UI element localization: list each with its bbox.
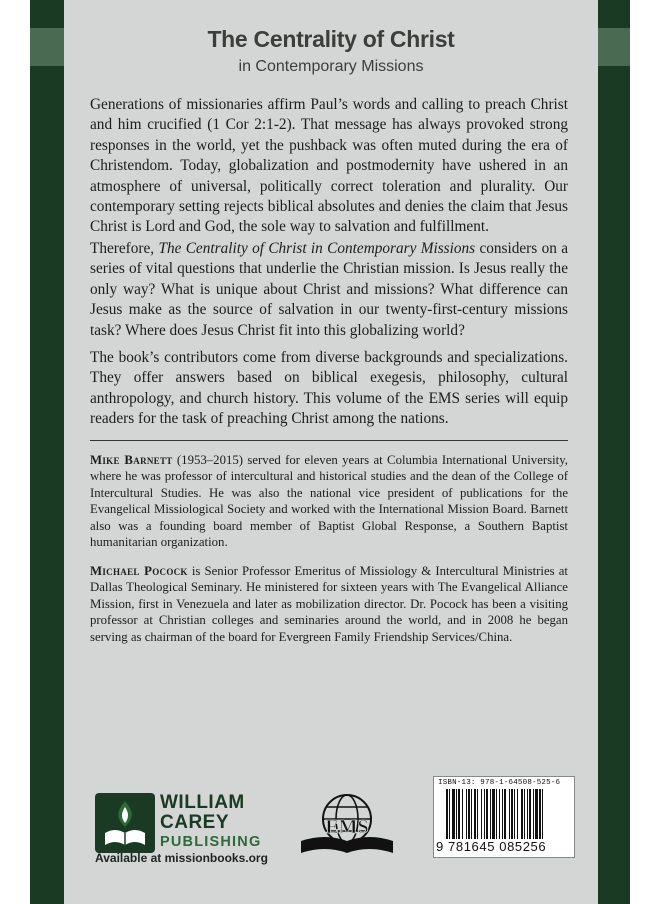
publisher-line-2: CAREY [160,812,230,833]
barcode-bar [511,789,513,839]
barcode-bar [462,789,463,839]
barcode-bar [452,789,455,839]
barcode-bar [535,789,538,839]
ems-logo-text: EMS [325,816,369,838]
barcode-bar [492,789,495,839]
blurb-paragraph-2 [90,239,568,341]
barcode-bar [509,789,510,839]
flame-book-icon [95,793,155,853]
barcode-bar [449,789,450,839]
barcode-bar [524,789,525,839]
barcode-bar [529,789,531,839]
barcode-bar [514,789,515,839]
barcode-bar [456,789,457,839]
barcode-bar [542,789,543,839]
barcode-bar [521,789,523,839]
left-band [30,28,64,66]
barcode-bar [484,789,485,839]
isbn-barcode [433,776,575,858]
bio-barnett-text: (1953–2015) served for eleven years at Columbia International University, where he was professor of intercultural and historical studies and the dean of the College of Intercultural Studies. He was also the national vice president of publications for the Evangelical Missiological Society and worked with the International Mission Board. Barnett also was a founding board member of Baptist Global Response, a Southern Baptist humanitarian organization. [90,453,568,550]
bio-barnett-name: Mike Barnett [90,453,173,467]
barcode-bar [504,789,506,839]
barcode-bar [481,789,482,839]
barcode-bar [539,789,541,839]
barcode-bar [474,789,476,839]
bio-pocock-name: Michael Pocock [90,564,188,578]
barcode-bar [499,789,500,839]
isbn-bottom-text: 9 781645 085256 [436,839,547,854]
divider-rule [90,440,568,441]
barcode-bar [446,789,448,839]
blurb-paragraph-1: Generations of missionaries affirm Paul’s words and calling to preach Christ and him crucified (1 Cor 2:1-2). That message has always provoked strong responses in the world, yet the pushback was often muted during the era of Christendom. Today, globalization and postmodernity have ushered in an atmosphere of universal, politically correct toleration and plurality. Our contemporary setting rejects biblical absolutes and denies the claim that Jesus Christ is Lord and God, the sole way to salvation and fulfillment. [90,96,568,236]
barcode-bar [468,789,470,839]
barcode-bar [533,789,534,839]
left-border [30,0,64,904]
barcode-bar [490,789,491,839]
barcode-bar [486,789,488,839]
bio-pocock [90,563,568,645]
barcode-bar [517,789,518,839]
bio-pocock-text: is Senior Professor Emeritus of Missiology & Intercultural Ministries at Dallas Theological Seminary. He ministered for sixteen years with The Evangelical Alliance Mission, first in Venezuela and later as mobilization director. Dr. Pocock has been a visiting professor at Christian colleges and seminaries around the world, and in 2008 he began serving as chairman of the board for Evergreen Family Friendship Services/China. [90,564,568,644]
blurb-paragraph-3: The book’s contributors come from diverse backgrounds and specializations. They offer answers based on biblical exegesis, philosophy, cultural anthropology, and church history. This volume of the EMS series will equip readers for the task of preaching Christ among the nations. [90,349,568,428]
book-subtitle: in Contemporary Missions [238,58,424,75]
barcode-bar [458,789,460,839]
publisher-line-3: PUBLISHING [160,834,262,850]
isbn-top-text: ISBN-13: 978-1-64508-525-6 [438,779,561,787]
barcode-bar [477,789,478,839]
blurb-p2-lead: Therefore, [90,240,159,257]
bio-barnett [90,452,568,550]
right-band [598,28,630,66]
right-border [598,0,630,904]
barcode-bar [471,789,472,839]
publisher-line-1: WILLIAM [160,792,245,813]
barcode-bars [446,789,568,839]
barcode-bar [496,789,497,839]
blurb-p2-title: The Centrality of Christ in Contemporary Missions [158,240,476,257]
publisher-wordmark [160,793,261,851]
barcode-bar [466,789,467,839]
blurb-p2-rest: considers on a series of vital questions that underlie the Christian mission. Is Jesus really the only way? What is unique about Christ and missions? What difference can Jesus make as the source of salvation in our twenty-first-century missions task? Where does Jesus Christ fit into this globalizing world? [90,240,568,339]
barcode-bar [502,789,503,839]
barcode-bar [527,789,528,839]
available-at-text: Available at missionbooks.org [95,851,268,865]
globe-book-icon [297,793,397,855]
book-title: The Centrality of Christ [207,26,455,52]
